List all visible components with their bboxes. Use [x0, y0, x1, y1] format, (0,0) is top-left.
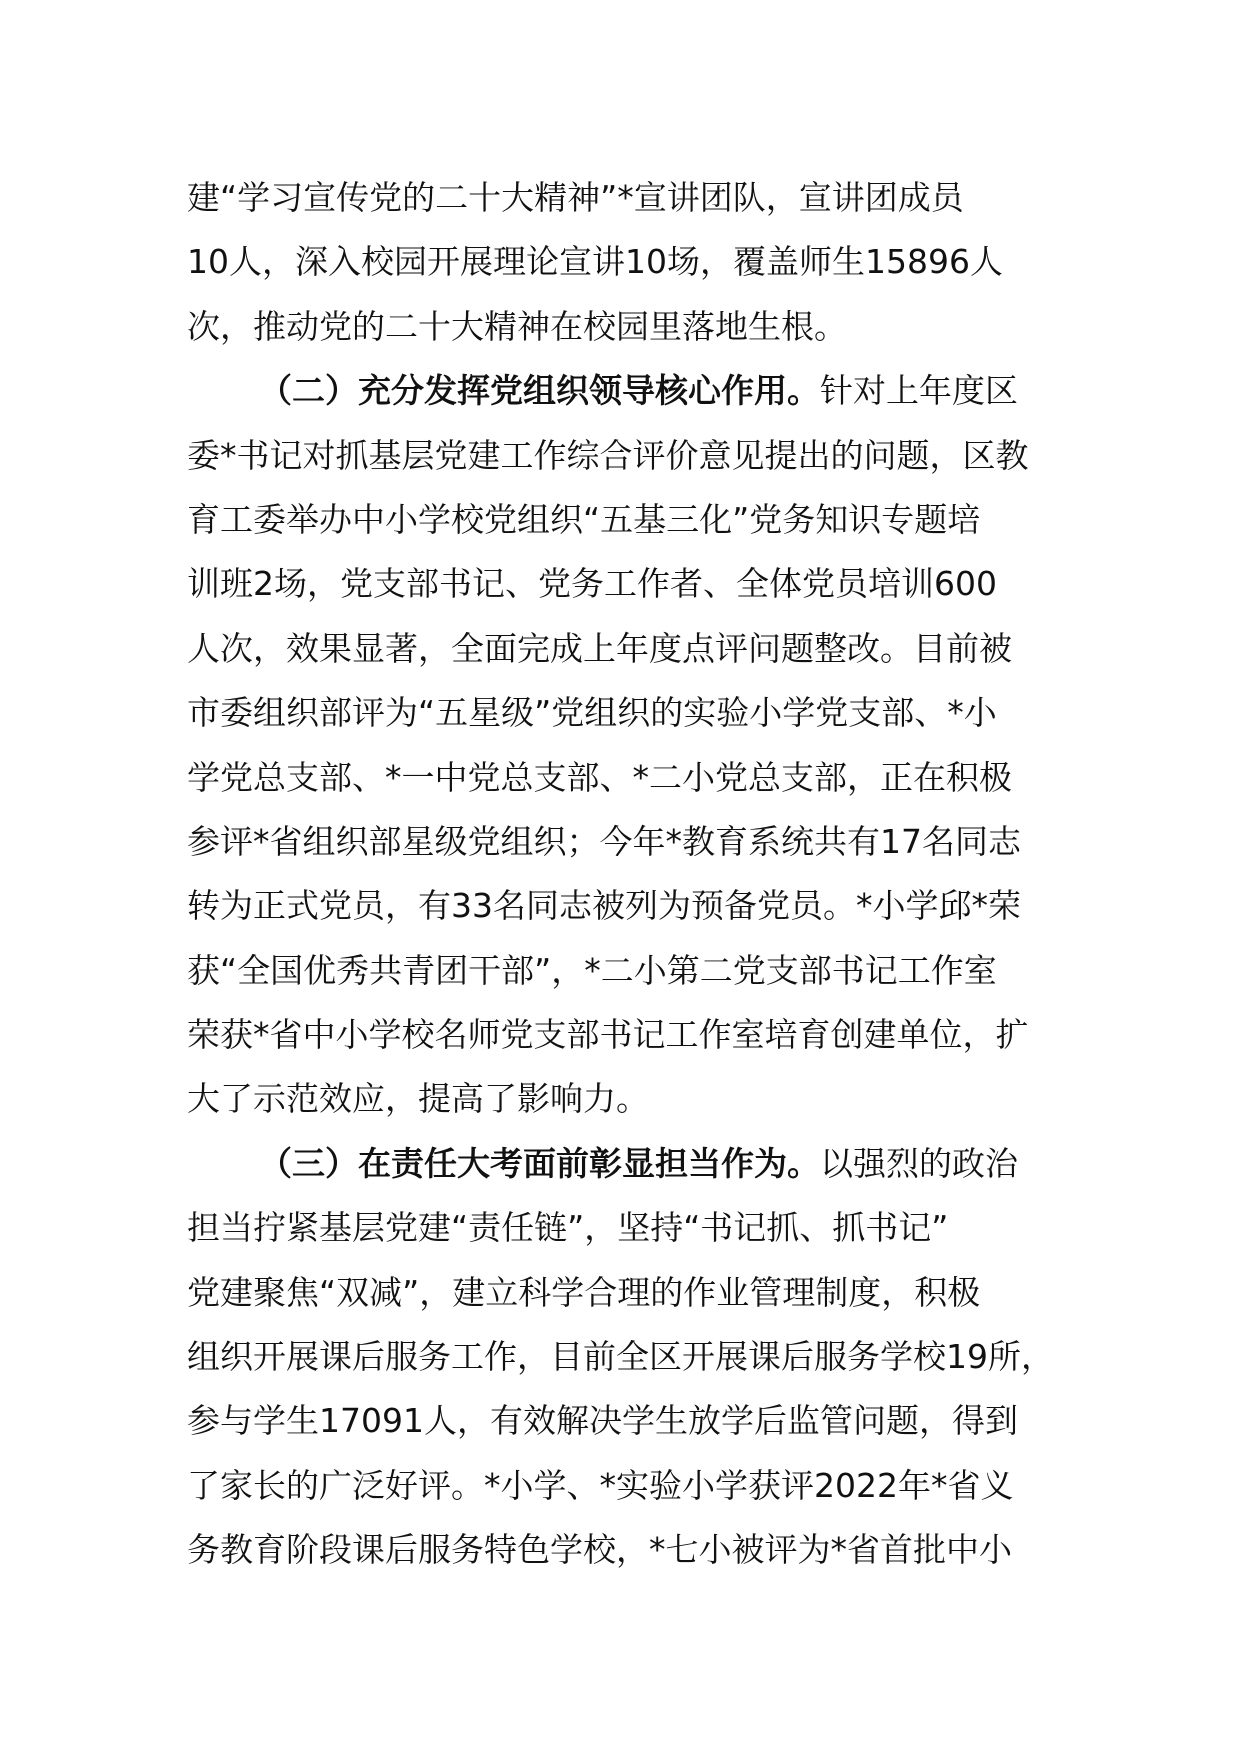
text-line: [187, 1067, 1087, 1131]
text-line: [187, 166, 1087, 230]
section-heading-line: [187, 359, 1087, 423]
line-text: 了家长的广泛好评。*小学、*实验小学获评2022年*省义: [187, 1465, 1014, 1505]
text-line: [187, 1196, 1087, 1260]
line-text: 参与学生17091人，有效解决学生放学后监管问题，得到: [187, 1401, 1018, 1441]
line-text: 担当拧紧基层党建“责任链”，坚持“书记抓、抓书记”: [187, 1208, 949, 1248]
text-line: [187, 1325, 1087, 1389]
text-line: [187, 746, 1087, 810]
text-line: [187, 810, 1087, 874]
body-text: [187, 166, 1087, 1583]
section-heading-line: [187, 1132, 1087, 1196]
text-line: [187, 552, 1087, 616]
text-line: [187, 1261, 1087, 1325]
text-line: [187, 681, 1087, 745]
line-text: 党建聚焦“双减”，建立科学合理的作业管理制度，积极: [187, 1272, 981, 1312]
line-text: 参评*省组织部星级党组织；今年*教育系统共有17名同志: [187, 821, 1021, 861]
line-text: 荣获*省中小学校名师党支部书记工作室培育创建单位，扩: [187, 1015, 1029, 1055]
text-line: [187, 488, 1087, 552]
section-heading-2: （二）充分发挥党组织领导核心作用。: [259, 371, 820, 411]
line-text: 人次，效果显著，全面完成上年度点评问题整改。目前被: [187, 628, 1012, 668]
line-text: 以强烈的政治: [820, 1143, 1018, 1183]
section-heading-3: （三）在责任大考面前彰显担当作为。: [259, 1143, 820, 1183]
text-line: [187, 230, 1087, 294]
line-text: 务教育阶段课后服务特色学校，*七小被评为*省首批中小: [187, 1530, 1012, 1570]
text-line: [187, 1454, 1087, 1518]
text-line: [187, 1518, 1087, 1582]
line-text: 转为正式党员，有33名同志被列为预备党员。*小学邱*荣: [187, 886, 1021, 926]
line-text: 育工委举办中小学校党组织“五基三化”党务知识专题培: [187, 499, 981, 539]
text-line: [187, 295, 1087, 359]
text-line: [187, 939, 1087, 1003]
line-text: 委*书记对抓基层党建工作综合评价意见提出的问题，区教: [187, 435, 1029, 475]
line-text: 训班2场，党支部书记、党务工作者、全体党员培训600: [187, 564, 997, 604]
line-text: 建“学习宣传党的二十大精神”*宣讲团队，宣讲团成员: [187, 178, 964, 217]
text-line: [187, 617, 1087, 681]
line-text: 学党总支部、*一中党总支部、*二小党总支部，正在积极: [187, 757, 1012, 797]
line-text: 次，推动党的二十大精神在校园里落地生根。: [187, 306, 847, 346]
text-line: [187, 874, 1087, 938]
line-text: 大了示范效应，提高了影响力。: [187, 1079, 649, 1119]
line-text: 市委组织部评为“五星级”党组织的实验小学党支部、*小: [187, 693, 997, 733]
line-text: 10人，深入校园开展理论宣讲10场，覆盖师生15896人: [187, 242, 1003, 282]
text-line: [187, 1003, 1087, 1067]
line-text: 获“全国优秀共青团干部”，*二小第二党支部书记工作室: [187, 950, 997, 990]
line-text: 组织开展课后服务工作，目前全区开展课后服务学校19所，: [187, 1337, 1054, 1377]
line-text: 针对上年度区: [820, 371, 1018, 411]
text-line: [187, 1389, 1087, 1453]
text-line: [187, 424, 1087, 488]
